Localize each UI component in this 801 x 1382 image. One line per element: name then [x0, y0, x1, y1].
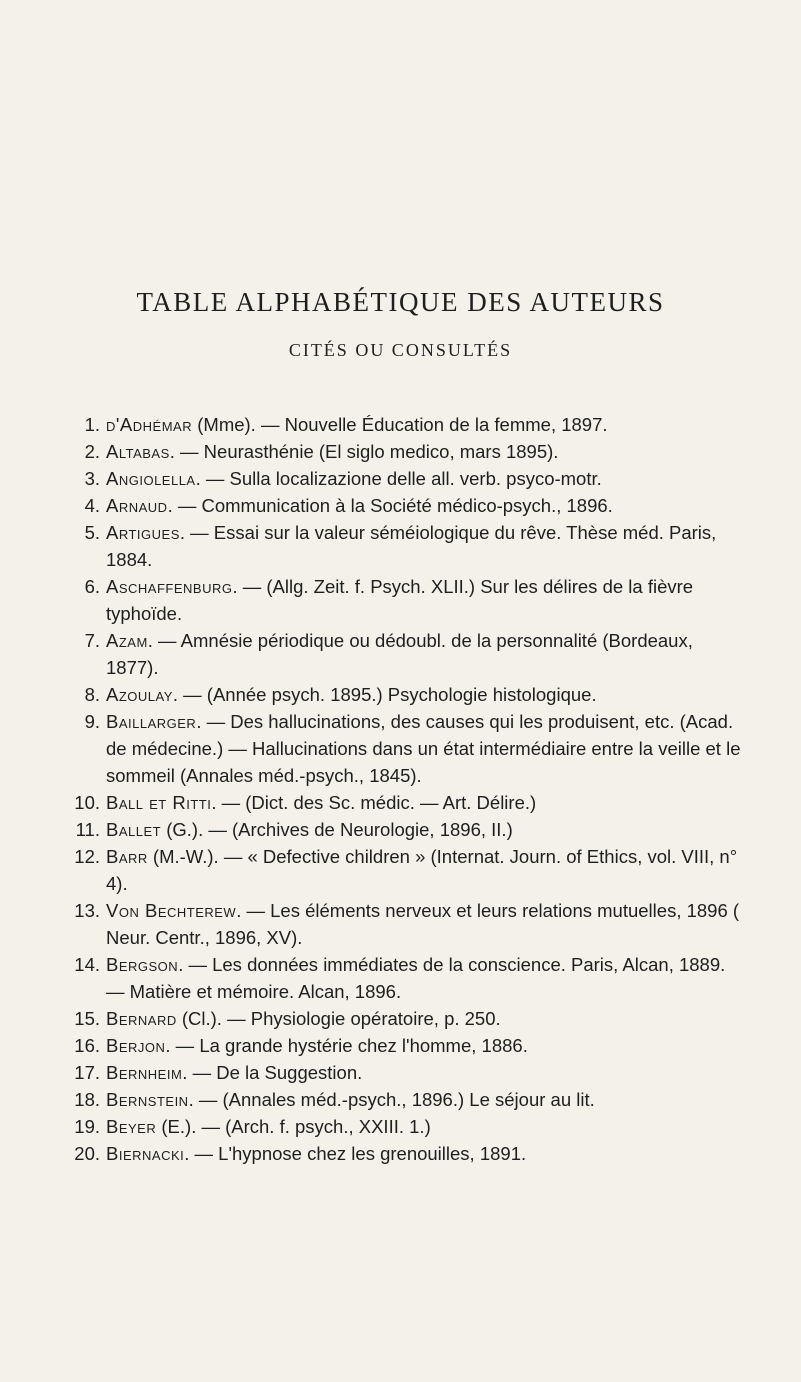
entry-number: 4.	[84, 495, 100, 516]
entry-author: Ballet	[106, 819, 162, 840]
entry-author: Barr	[106, 846, 148, 867]
entry-author: Azoulay	[106, 684, 173, 705]
entry-author: Aschaffenburg	[106, 576, 233, 597]
entry-number: 5.	[84, 522, 100, 543]
entry-number: 9.	[84, 711, 100, 732]
index-entry	[70, 789, 745, 816]
page-subtitle: CITÉS OU CONSULTÉS	[288, 340, 513, 360]
index-entry	[70, 627, 745, 681]
entry-text: . — La grande hystérie chez l'homme, 1886.	[165, 1035, 528, 1056]
author-index-list	[70, 411, 745, 1167]
entry-number: 20.	[74, 1143, 100, 1164]
entry-text: . — Des hallucinations, des causes qui les produisent, etc. (Acad. de médecine.) — Hallucinations dans un état intermédiaire entre la veille et le sommeil (Annales méd.-psych., 1845).	[106, 711, 741, 786]
entry-author: Bernheim	[106, 1062, 183, 1083]
entry-text: . — L'hypnose chez les grenouilles, 1891.	[184, 1143, 527, 1164]
index-entry	[70, 816, 745, 843]
entry-number: 2.	[84, 441, 100, 462]
index-entry	[70, 897, 745, 951]
entry-author: Arnaud	[106, 495, 168, 516]
index-entry	[70, 1032, 745, 1059]
entry-author: Biernacki	[106, 1143, 185, 1164]
index-entry	[70, 411, 745, 438]
index-entry	[70, 681, 745, 708]
entry-author: Bernstein	[106, 1089, 189, 1110]
entry-text: . — Amnésie périodique ou dédoubl. de la personnalité (Bordeaux, 1877).	[106, 630, 693, 678]
index-entry	[70, 1005, 745, 1032]
index-entry	[70, 465, 745, 492]
entry-text: (Cl.). — Physiologie opératoire, p. 250.	[176, 1008, 501, 1029]
index-entry	[70, 708, 745, 789]
entry-text: . — De la Suggestion.	[182, 1062, 363, 1083]
entry-number: 3.	[84, 468, 100, 489]
entry-number: 18.	[74, 1089, 100, 1110]
entry-number: 16.	[74, 1035, 100, 1056]
entry-author: Azam	[106, 630, 148, 651]
entry-text: . — Les éléments nerveux et leurs relations mutuelles, 1896 ( Neur. Centr., 1896, XV).	[106, 900, 740, 948]
entry-number: 17.	[74, 1062, 100, 1083]
entry-author: Beyer	[106, 1116, 157, 1137]
index-entry	[70, 1140, 745, 1167]
entry-number: 12.	[74, 846, 100, 867]
entry-author: Von Bechterew	[106, 900, 237, 921]
entry-text: . — Communication à la Société médico-psych., 1896.	[167, 495, 613, 516]
index-entry	[70, 519, 745, 573]
entry-author: Ball et Ritti	[106, 792, 212, 813]
entry-author: Altabas	[106, 441, 170, 462]
entry-text: . — (Année psych. 1895.) Psychologie histologique.	[172, 684, 597, 705]
index-entry	[70, 951, 745, 1005]
entry-text: . — Sulla localizazione delle all. verb. psyco-motr.	[195, 468, 602, 489]
entry-text: (M.-W.). — « Defective children » (Internat. Journ. of Ethics, vol. VIII, n° 4).	[106, 846, 738, 894]
index-entry	[70, 1086, 745, 1113]
entry-text: (Mme). — Nouvelle Éducation de la femme, 1897.	[192, 414, 608, 435]
entry-author: Bernard	[106, 1008, 177, 1029]
entry-author: d'Adhémar	[106, 414, 193, 435]
entry-text: . — (Allg. Zeit. f. Psych. XLII.) Sur les délires de la fièvre typhoïde.	[106, 576, 694, 624]
entry-number: 1.	[84, 414, 100, 435]
entry-text: . — Neurasthénie (El siglo medico, mars 1895).	[169, 441, 559, 462]
entry-author: Artigues	[106, 522, 180, 543]
entry-text: . — (Annales méd.-psych., 1896.) Le séjour au lit.	[188, 1089, 595, 1110]
entry-number: 15.	[74, 1008, 100, 1029]
entry-author: Bergson	[106, 954, 179, 975]
entry-number: 10.	[74, 792, 100, 813]
index-entry	[70, 1059, 745, 1086]
entry-text: . — (Dict. des Sc. médic. — Art. Délire.)	[211, 792, 537, 813]
entry-text: (E.). — (Arch. f. psych., XXIII. 1.)	[156, 1116, 431, 1137]
entry-number: 7.	[84, 630, 100, 651]
entry-text: (G.). — (Archives de Neurologie, 1896, II.)	[161, 819, 513, 840]
entry-number: 8.	[84, 684, 100, 705]
entry-number: 6.	[84, 576, 100, 597]
page-title: TABLE ALPHABÉTIQUE DES AUTEURS	[136, 287, 665, 317]
index-entry	[70, 1113, 745, 1140]
entry-number: 13.	[74, 900, 100, 921]
entry-author: Berjon	[106, 1035, 166, 1056]
index-entry	[70, 573, 745, 627]
entry-author: Baillarger	[106, 711, 197, 732]
index-entry	[70, 492, 745, 519]
entry-text: . — Les données immédiates de la conscience. Paris, Alcan, 1889. — Matière et mémoire. Alcan, 1896.	[106, 954, 726, 1002]
entry-author: Angiolella	[106, 468, 196, 489]
index-entry	[70, 438, 745, 465]
entry-number: 11.	[75, 819, 100, 840]
entry-number: 19.	[74, 1116, 100, 1137]
index-entry	[70, 843, 745, 897]
entry-number: 14.	[74, 954, 100, 975]
entry-text: . — Essai sur la valeur séméiologique du rêve. Thèse méd. Paris, 1884.	[106, 522, 717, 570]
